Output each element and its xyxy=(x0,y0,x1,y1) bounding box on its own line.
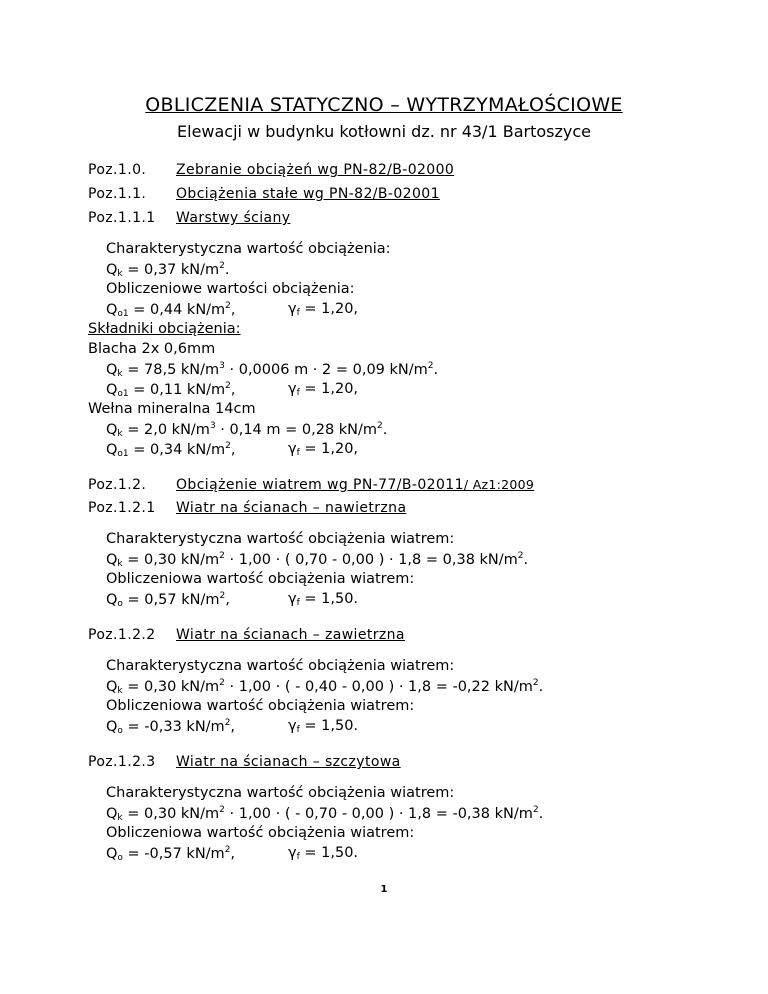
gable-design-value: $Q_o = -0,57$ $kN/m^2$, xyxy=(106,845,236,863)
section-pos-1-1: Poz.1.1. xyxy=(88,186,147,202)
section-heading-1-2-3: Wiatr na ścianach – szczytowa xyxy=(176,754,401,770)
section-pos-1-2: Poz.1.2. xyxy=(88,477,147,493)
sheet-label: Blacha 2x 0,6mm xyxy=(88,341,216,357)
windward-char-label: Charakterystyczna wartość obciążenia wiatrem: xyxy=(106,531,455,547)
section-heading-1-2: Obciążenie wiatrem wg PN-77/B-02011/ Az1:2009 xyxy=(176,477,535,493)
windward-design-value: $Q_o = 0,57$ $kN/m^2$, xyxy=(106,591,230,609)
section-pos-1-1-1: Poz.1.1.1 xyxy=(88,210,156,226)
section-pos-1-2-2: Poz.1.2.2 xyxy=(88,627,156,643)
walls-char-label: Charakterystyczna wartość obciążenia: xyxy=(106,241,391,257)
gable-char-value: $Q_k = 0,30$ $kN/m^2 \cdot 1,00$ · ( - 0,70 - 0,00 ) · 1,8 = -0,38 $kN/m^2$. xyxy=(106,805,544,823)
page-number: 1 xyxy=(380,884,388,895)
walls-design-label: Obliczeniowe wartości obciążenia: xyxy=(106,281,355,297)
section-pos-1-0: Poz.1.0. xyxy=(88,162,147,178)
leeward-char-label: Charakterystyczna wartość obciążenia wiatrem: xyxy=(106,658,455,674)
wool-char-value: $Q_k = 2,0$ $kN/m^3 \cdot 0,14$ m = 0,28 $kN/m^2$. xyxy=(106,421,388,439)
walls-char-value: $Q_k = 0,37$ $kN/m^2$. xyxy=(106,261,230,279)
sheet-char-value: $Q_k = 78,5$ $kN/m^3 \cdot 0,0006$ m · 2 = 0,09 $kN/m^2$. xyxy=(106,361,439,379)
document-title: OBLICZENIA STATYCZNO – WYTRZYMAŁOŚCIOWE xyxy=(145,94,623,116)
section-heading-1-1-1: Warstwy ściany xyxy=(176,210,291,226)
gable-design-label: Obliczeniowa wartość obciążenia wiatrem: xyxy=(106,825,415,841)
leeward-char-value: $Q_k = 0,30$ $kN/m^2 \cdot 1,00$ · ( - 0,40 - 0,00 ) · 1,8 = -0,22 $kN/m^2$. xyxy=(106,678,544,696)
sheet-design-gamma: $\gamma_f = 1,20$, xyxy=(288,381,359,398)
walls-design-value: $Q_{o1} = 0,44$ $kN/m^2$, xyxy=(106,301,236,319)
windward-design-gamma: $\gamma_f = 1,50$. xyxy=(288,591,359,608)
wool-design-gamma: $\gamma_f = 1,20$, xyxy=(288,441,359,458)
gable-design-gamma: $\gamma_f = 1,50$. xyxy=(288,845,359,862)
section-heading-1-2-1: Wiatr na ścianach – nawietrzna xyxy=(176,500,407,516)
windward-char-value: $Q_k = 0,30$ $kN/m^2 \cdot 1,00$ · ( 0,70 - 0,00 ) · 1,8 = 0,38 $kN/m^2$. xyxy=(106,551,529,569)
section-heading-1-2-2: Wiatr na ścianach – zawietrzna xyxy=(176,627,405,643)
components-label: Składniki obciążenia: xyxy=(88,321,241,337)
document-subtitle: Elewacji w budynku kotłowni dz. nr 43/1 Bartoszyce xyxy=(177,122,591,141)
leeward-design-label: Obliczeniowa wartość obciążenia wiatrem: xyxy=(106,698,415,714)
sheet-design-value: $Q_{o1} = 0,11$ $kN/m^2$, xyxy=(106,381,236,399)
wool-label: Wełna mineralna 14cm xyxy=(88,401,256,417)
walls-design-gamma: $\gamma_f = 1,20$, xyxy=(288,301,359,318)
gable-char-label: Charakterystyczna wartość obciążenia wiatrem: xyxy=(106,785,455,801)
leeward-design-value: $Q_o = -0,33$ $kN/m^2$, xyxy=(106,718,236,736)
windward-design-label: Obliczeniowa wartość obciążenia wiatrem: xyxy=(106,571,415,587)
wool-design-value: $Q_{o1} = 0,34$ $kN/m^2$, xyxy=(106,441,236,459)
leeward-design-gamma: $\gamma_f = 1,50$. xyxy=(288,718,359,735)
section-pos-1-2-1: Poz.1.2.1 xyxy=(88,500,156,516)
section-heading-1-0: Zebranie obciążeń wg PN-82/B-02000 xyxy=(176,162,455,178)
section-pos-1-2-3: Poz.1.2.3 xyxy=(88,754,156,770)
section-heading-1-1: Obciążenia stałe wg PN-82/B-02001 xyxy=(176,186,440,202)
